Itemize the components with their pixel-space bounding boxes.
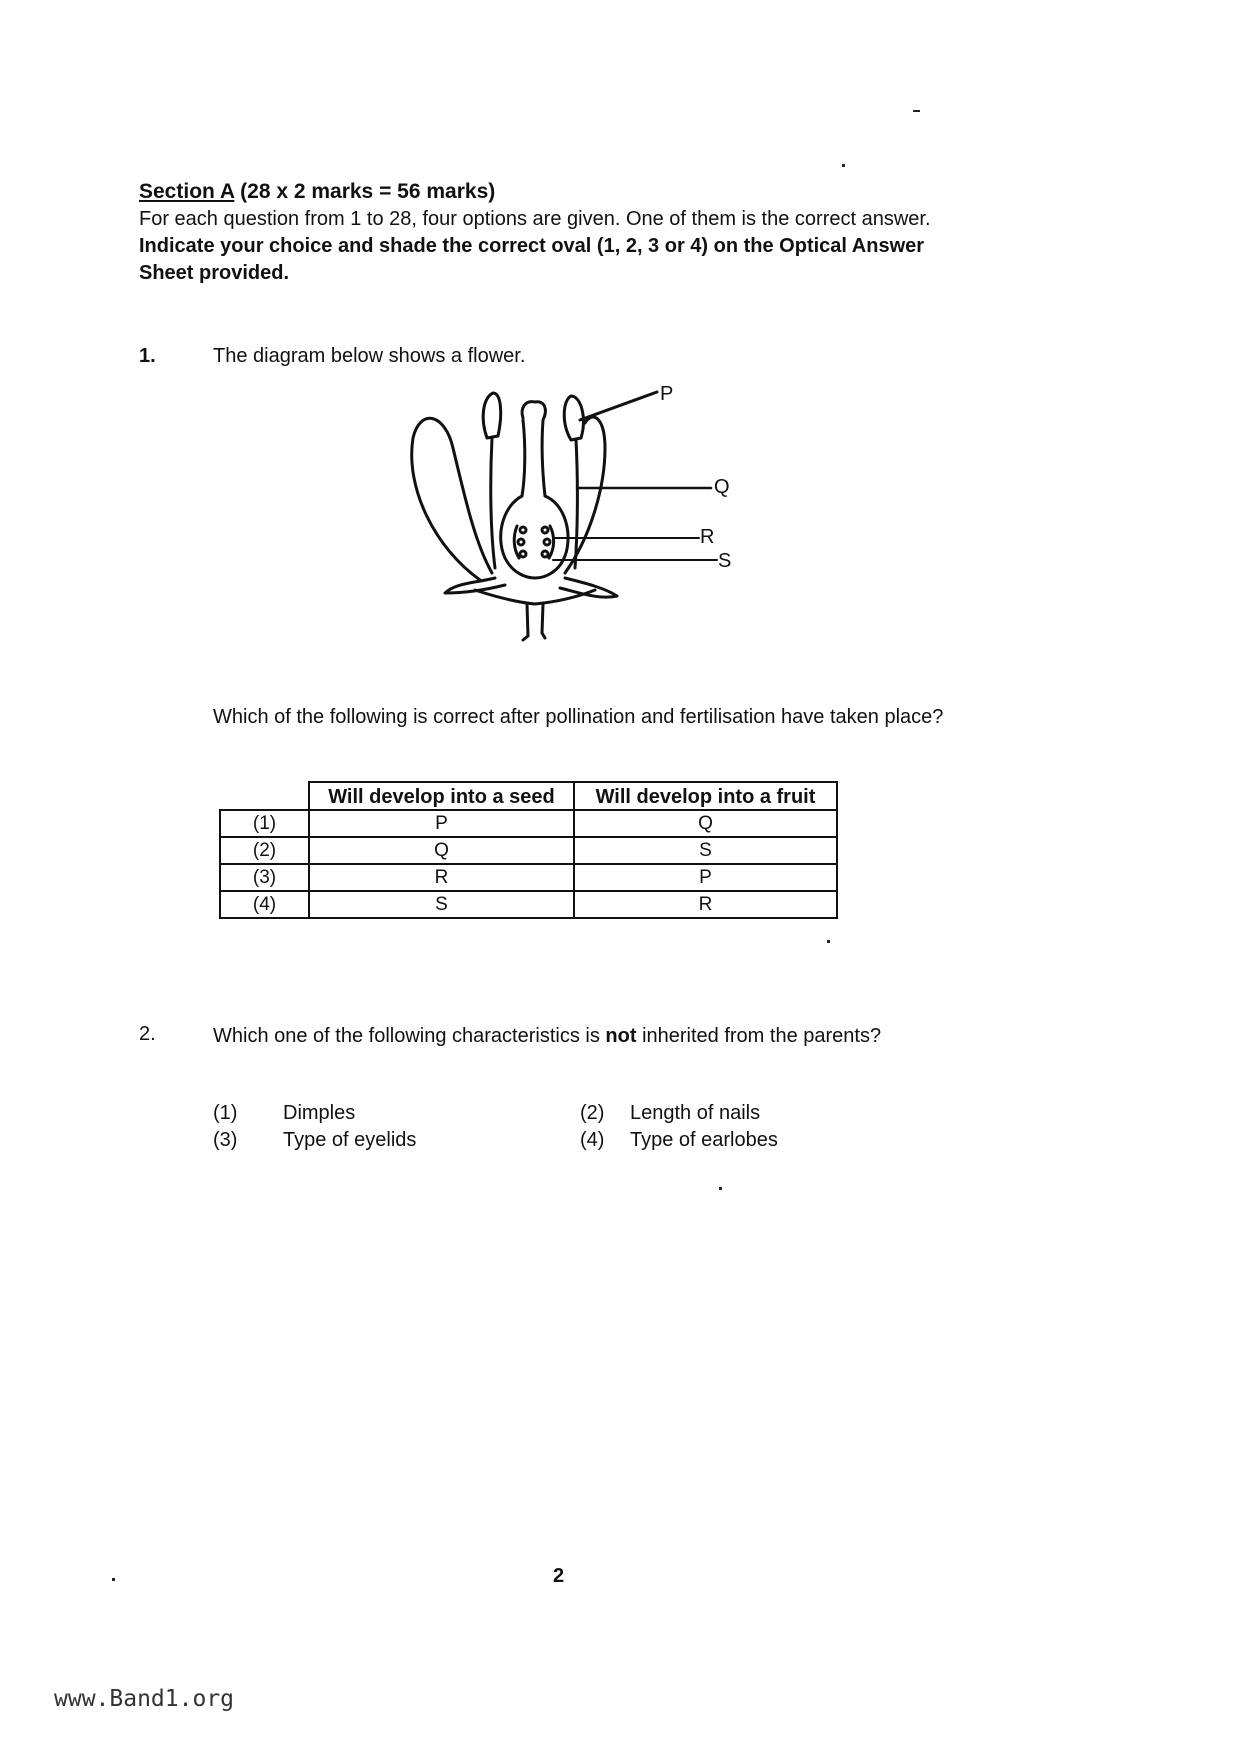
scan-speck xyxy=(112,1578,115,1581)
table-row xyxy=(220,891,837,918)
question-2-text-before: Which one of the following characteristics is xyxy=(213,1025,600,1047)
option-2-number: (2) xyxy=(580,1102,605,1124)
label-line-p xyxy=(580,392,657,420)
option-4-number: (4) xyxy=(580,1129,605,1151)
row-seed: Q xyxy=(309,837,574,864)
table-row xyxy=(220,810,837,837)
row-seed: P xyxy=(309,810,574,837)
section-heading xyxy=(139,180,495,204)
option-1-number: (1) xyxy=(213,1102,238,1124)
left-filament xyxy=(491,438,495,568)
scan-speck xyxy=(827,940,830,943)
question-2-text xyxy=(213,1023,969,1050)
label-q: Q xyxy=(714,476,730,498)
question-1-prompt: Which of the following is correct after pollination and fertilisation have taken place? xyxy=(213,706,944,728)
answer-table xyxy=(219,781,838,919)
row-fruit: P xyxy=(574,864,837,891)
question-2-text-bold: not xyxy=(605,1025,637,1047)
left-petal xyxy=(412,418,492,580)
right-sepal xyxy=(560,578,617,597)
row-fruit: S xyxy=(574,837,837,864)
footer-url: www.Band1.org xyxy=(54,1686,235,1712)
option-3-number: (3) xyxy=(213,1129,238,1151)
page-number: 2 xyxy=(553,1565,565,1587)
row-seed: S xyxy=(309,891,574,918)
question-2-text-after: inherited from the parents? xyxy=(642,1025,882,1047)
header-seed: Will develop into a seed xyxy=(309,782,574,810)
option-2-text: Length of nails xyxy=(630,1102,761,1124)
option-2 xyxy=(580,1102,760,1125)
scan-speck xyxy=(913,110,920,112)
row-seed: R xyxy=(309,864,574,891)
row-option: (1) xyxy=(220,810,309,837)
row-fruit: Q xyxy=(574,810,837,837)
question-2-number: 2. xyxy=(139,1023,156,1045)
stalk xyxy=(523,604,545,640)
row-option: (2) xyxy=(220,837,309,864)
section-marks: (28 x 2 marks = 56 marks) xyxy=(240,180,496,203)
table-row xyxy=(220,837,837,864)
scan-speck xyxy=(842,164,845,167)
instruction-bold: Indicate your choice and shade the correct oval (1, 2, 3 or 4) on the Optical Answer Sheet provided. xyxy=(139,235,925,284)
instruction-plain: For each question from 1 to 28, four options are given. One of them is the correct answer. xyxy=(139,208,931,230)
row-fruit: R xyxy=(574,891,837,918)
left-anther xyxy=(483,393,501,438)
option-3-text: Type of eyelids xyxy=(283,1129,417,1151)
label-r: R xyxy=(700,526,715,548)
table-corner xyxy=(220,782,309,810)
flower-diagram xyxy=(395,378,755,648)
option-1-text: Dimples xyxy=(283,1102,356,1124)
table-header-row xyxy=(220,782,837,810)
style-left xyxy=(522,420,525,496)
scan-speck xyxy=(719,1187,722,1190)
row-option: (4) xyxy=(220,891,309,918)
label-p: P xyxy=(660,383,674,405)
label-s: S xyxy=(718,550,732,572)
option-1 xyxy=(213,1102,355,1125)
option-4-text: Type of earlobes xyxy=(630,1129,778,1151)
header-fruit: Will develop into a fruit xyxy=(574,782,837,810)
table-row xyxy=(220,864,837,891)
right-anther xyxy=(564,396,583,440)
option-4 xyxy=(580,1129,778,1152)
question-1-text: The diagram below shows a flower. xyxy=(213,345,526,367)
row-option: (3) xyxy=(220,864,309,891)
option-3 xyxy=(213,1129,416,1152)
section-instructions xyxy=(139,206,969,287)
question-1-number: 1. xyxy=(139,345,156,367)
right-filament xyxy=(575,440,577,568)
section-title: Section A xyxy=(139,180,235,203)
